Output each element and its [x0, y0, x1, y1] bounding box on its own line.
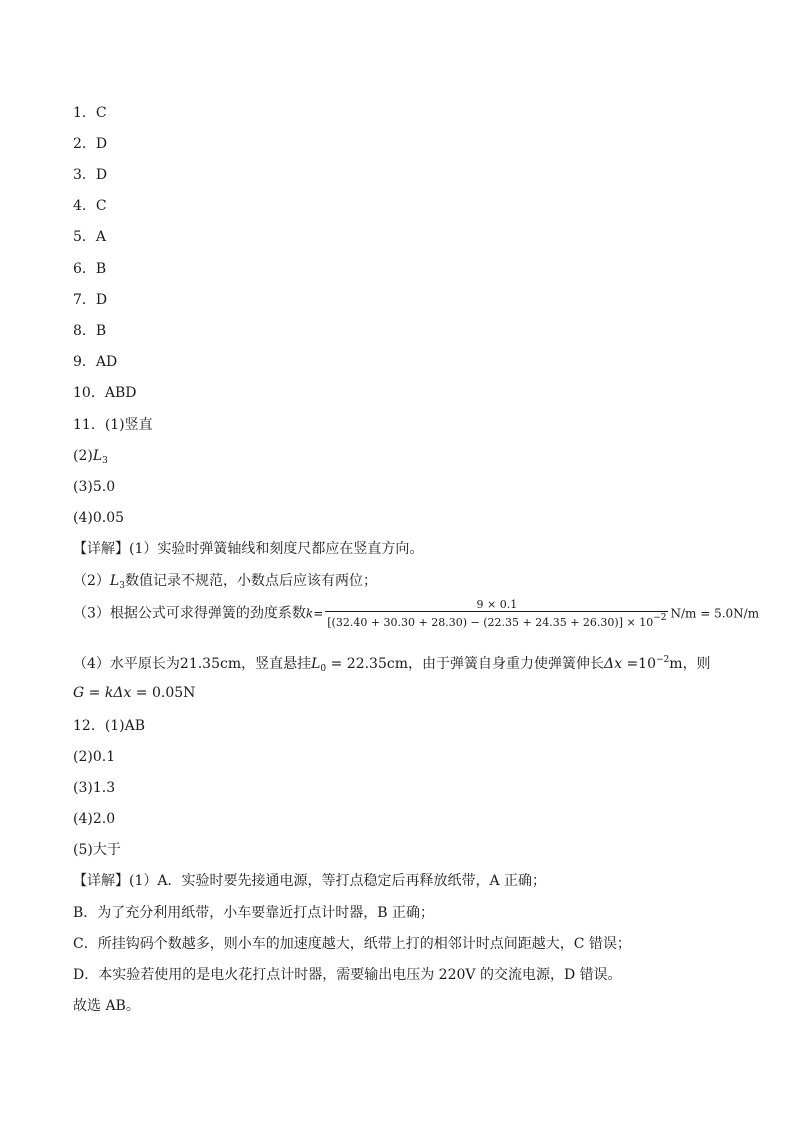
- stiffness-fraction: $\frac{9 \times 0.1}{[(32.40 + 30.30 + 28.30) - (22.35 + 24.35 + 26.30)] \times 10^{-2}}$: [327, 598, 667, 629]
- answer-line-6: 6．B: [73, 261, 107, 277]
- q11-detail-2: $(2)L_3$数值记录不规范，小数点后应该有两位；: [73, 573, 377, 591]
- q11-part4: (4)0.05: [73, 510, 125, 526]
- q11-part3: (3)5.0: [73, 479, 116, 495]
- q12-detail-4: D．本实验若使用的是电火花打点计时器，需要输出电压为 220V 的交流电源，D 错误。: [73, 967, 622, 983]
- answer-line-1: 1．C: [73, 105, 107, 121]
- q12-detail-5: 故选 AB。: [73, 998, 140, 1014]
- q12-head: 12．(1)AB: [73, 718, 146, 734]
- q11-detail-4: （4）水平原长为21.35cm，竖直悬挂$L_0 = 22.35cm$，由于弹簧自身重力使弹簧伸长$\Delta x =10^{-2}m$，则: [73, 655, 711, 674]
- answer-line-8: 8．B: [73, 323, 107, 339]
- q12-part3: (3)1.3: [73, 780, 116, 796]
- answer-line-2: 2．D: [73, 136, 108, 152]
- q12-detail-1: 【详解】(1）A．实验时要先接通电源，等打点稳定后再释放纸带，A 正确；: [73, 873, 547, 889]
- q11-part2: $(2)L_3$: [73, 448, 108, 466]
- answer-line-4: 4．C: [73, 198, 107, 214]
- q11-detail-3: （3）根据公式可求得弹簧的劲度系数k= $\frac{9 \times 0.1}{[(32.40 + 30.30 + 28.30) - (22.35 + 24.35 + 26.30)] \times 10^{-2}}$ N/m = 5.0N/m: [73, 598, 760, 629]
- answer-line-7: 7．D: [73, 292, 108, 308]
- q12-detail-2: B．为了充分利用纸带，小车要靠近打点计时器，B 正确；: [73, 905, 435, 921]
- q11-detail-1: 【详解】(1）实验时弹簧轴线和刻度尺都应在竖直方向。: [73, 541, 424, 557]
- answer-line-10: 10．ABD: [73, 385, 137, 401]
- answer-line-9: 9．AD: [73, 354, 118, 370]
- q11-detail-5: G = kΔx = 0.05N: [73, 685, 196, 701]
- q12-part5: (5)大于: [73, 842, 121, 858]
- q12-detail-3: C．所挂钩码个数越多，则小车的加速度越大，纸带上打的相邻计时点间距越大，C 错误；: [73, 936, 631, 952]
- q12-part4: (4)2.0: [73, 811, 116, 827]
- answer-line-5: 5．A: [73, 229, 107, 245]
- q11-head: 11．(1)竖直: [73, 417, 153, 433]
- q12-part2: (2)0.1: [73, 749, 116, 765]
- answer-line-3: 3．D: [73, 167, 108, 183]
